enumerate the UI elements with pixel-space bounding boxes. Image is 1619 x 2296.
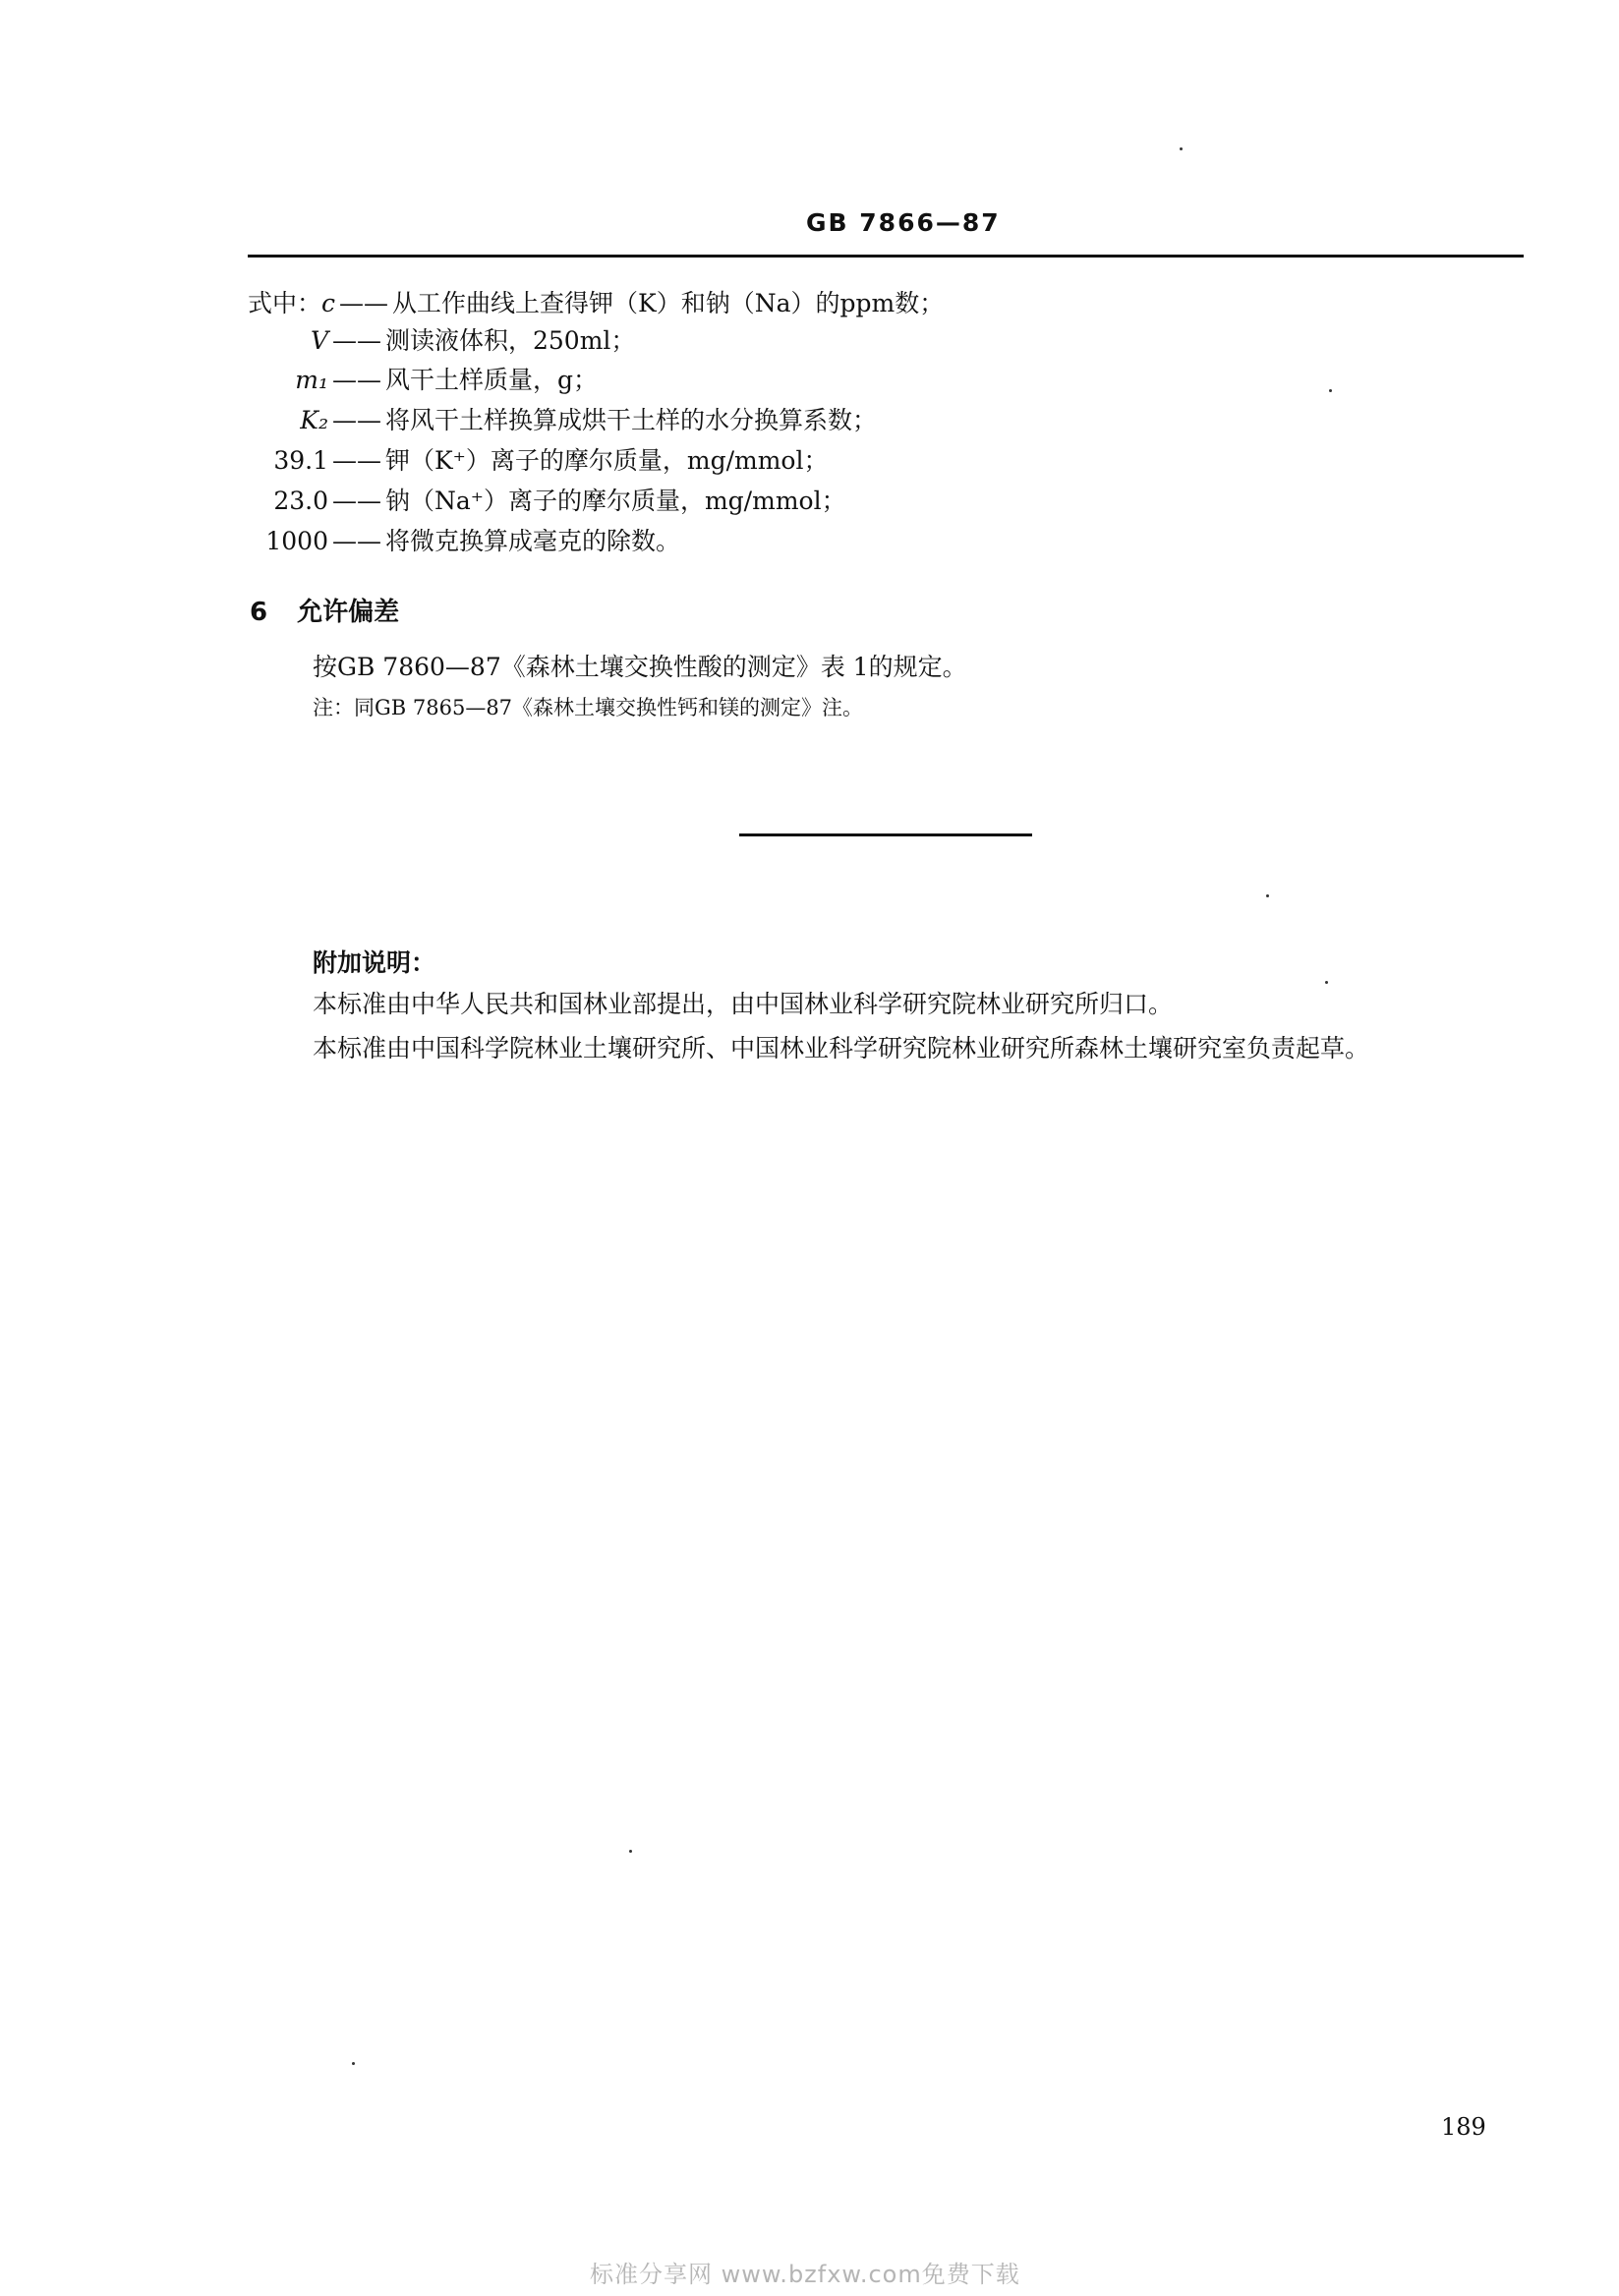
watermark: 标准分享网 www.bzfxw.com免费下载 (590, 2261, 1020, 2288)
definition-text: 风干土样质量，g； (385, 366, 599, 394)
section-body: 按GB 7860—87《森林土壤交换性酸的测定》表 1的规定。 (313, 653, 967, 681)
definition-term: m₁ (295, 366, 328, 394)
appendix-line: 本标准由中国科学院林业土壤研究所、中国林业科学研究院林业研究所森林土壤研究室负责起草。 (313, 1034, 1370, 1062)
definition-row: V —— 测读液体积，250ml； (220, 324, 635, 358)
definition-row: 1000 —— 将微克换算成毫克的除数。 (220, 525, 680, 558)
appendix-line: 本标准由中华人民共和国林业部提出，由中国林业科学研究院林业研究所归口。 (313, 990, 1174, 1018)
section-title: 允许偏差 (297, 598, 400, 627)
definition-row: m₁ —— 风干土样质量，g； (220, 364, 598, 397)
definition-text: 测读液体积，250ml； (385, 326, 636, 355)
definition-text: 钠（Na⁺）离子的摩尔质量，mg/mmol； (385, 487, 846, 515)
definition-row: 23.0 —— 钠（Na⁺）离子的摩尔质量，mg/mmol； (220, 485, 846, 518)
section-heading (250, 592, 399, 628)
scan-speck (352, 2062, 355, 2065)
definition-term: c (321, 289, 336, 317)
definition-text: 将风干土样换算成烘干土样的水分换算系数； (385, 406, 878, 434)
page-number: 189 (1441, 2113, 1486, 2141)
definition-term: V (310, 326, 328, 355)
scan-speck (1329, 389, 1332, 392)
appendix-title: 附加说明： (313, 948, 436, 977)
definition-text: 从工作曲线上查得钾（K）和钠（Na）的ppm数； (392, 289, 945, 317)
section-number: 6 (250, 598, 268, 627)
scan-speck (1325, 981, 1328, 984)
definition-term: 39.1 (273, 446, 328, 475)
definition-term: 23.0 (273, 487, 328, 515)
definition-term: 1000 (265, 527, 328, 555)
end-rule (739, 833, 1032, 836)
definition-term: K₂ (300, 406, 328, 434)
scan-speck (1180, 147, 1183, 150)
section-note: 注：同GB 7865—87《森林土壤交换性钙和镁的测定》注。 (313, 696, 864, 719)
definition-row: K₂ —— 将风干土样换算成烘干土样的水分换算系数； (220, 404, 877, 437)
scan-speck (1266, 894, 1269, 897)
definitions-intro: 式中： (248, 289, 322, 317)
scan-speck (629, 1850, 632, 1853)
definition-row: 式中：c —— 从工作曲线上查得钾（K）和钠（Na）的ppm数； (248, 289, 945, 317)
definition-text: 钾（K⁺）离子的摩尔质量，mg/mmol； (385, 446, 829, 475)
header-rule (248, 255, 1524, 258)
definition-text: 将微克换算成毫克的除数。 (385, 527, 681, 555)
definition-row: 39.1 —— 钾（K⁺）离子的摩尔质量，mg/mmol； (220, 444, 828, 478)
document-header-id: GB 7866—87 (806, 208, 1001, 237)
